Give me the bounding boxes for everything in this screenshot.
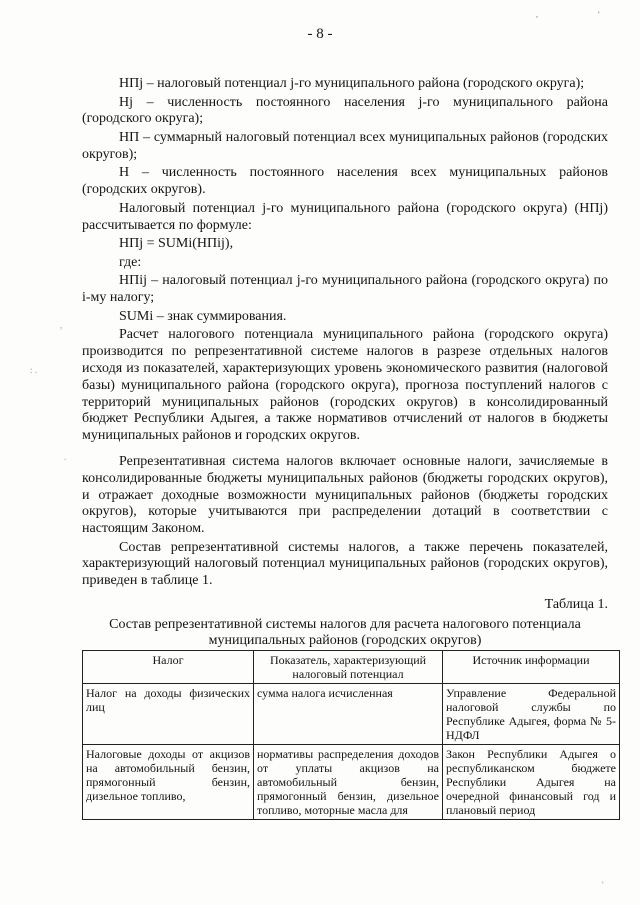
document-body (82, 76, 616, 820)
table-caption: Таблица 1. (544, 597, 608, 613)
scan-speck: . (64, 452, 67, 462)
scan-speck: , (60, 320, 63, 330)
paragraph: Состав репрезентативной системы налогов, а также перечень показателей, характеризующий налоговый потенциал муниципальных районов (городских округов), приведен в таблице 1. (82, 539, 608, 589)
scan-speck: ' (602, 880, 604, 890)
scan-mark: , (536, 10, 538, 19)
table-cell: Управление Федеральной налоговой службы по Республике Адыгея, форма № 5-НДФЛ (443, 683, 620, 744)
scan-speck: : . (30, 365, 38, 375)
paragraph: Н – численность постоянного населения всех муниципальных районов (городских округов). (82, 165, 608, 198)
table-cell: Закон Республики Адыгея о республиканском бюджете Республики Адыгея на очередной финансовый год и плановый период (443, 744, 620, 819)
column-header: Источник информации (443, 650, 620, 683)
table-cell: Налоговые доходы от акцизов на автомобильный бензин, прямогонный бензин, дизельное топливо, (83, 744, 254, 819)
column-header: Налог (83, 650, 254, 683)
paragraph: где: (119, 254, 142, 270)
table-cell: Налог на доходы физических лиц (83, 683, 254, 744)
table-title: Состав репрезентативной системы налогов для расчета налогового потенциала муниципальных районов (городских округов) (109, 616, 581, 648)
table-cell: нормативы распределения доходов от уплаты акцизов на автомобильный бензин, прямогонный бензин, дизельное топливо, моторные масла для (254, 744, 443, 819)
paragraph: Нj – численность постоянного населения j-го муниципального района (городского округа); (82, 94, 608, 127)
paragraph: SUMi – знак суммирования. (119, 308, 287, 324)
page-number: - 8 - (307, 26, 333, 42)
tax-table (82, 650, 620, 820)
table-row (83, 683, 620, 744)
table-header-row (83, 650, 620, 683)
formula: НПj = SUMi(НПij), (119, 236, 234, 252)
paragraph: Расчет налогового потенциала муниципального района (городского округа) производится по репрезентативной системе налогов в разрезе отдельных налогов исходя из показателей, характеризующих уровень экономического развития (налоговой базы) муниципального района (городского округа), прогноза поступлений налогов с территорий муниципальных районов (городских округов) в консолидированный бюджет Республики Адыгея, а также нормативов отчислений от налогов в бюджеты муниципальных районов и городских округов. (82, 327, 608, 444)
column-header: Показатель, характеризующий налоговый потенциал (254, 650, 443, 683)
table-row (83, 744, 620, 819)
paragraph: НПj – налоговый потенциал j-го муниципального района (городского округа); (119, 76, 585, 91)
paragraph: НПij – налоговый потенциал j-го муниципального района (городского округа) по i-му налогу; (82, 273, 608, 306)
paragraph: НП – суммарный налоговый потенциал всех муниципальных районов (городских округов); (82, 129, 608, 162)
paragraph: Репрезентативная система налогов включает основные налоги, зачисляемые в консолидированные бюджеты муниципальных районов (бюджеты городских округов), и отражает доходные возможности муниципальных районов (бюджеты городских округов), которые учитываются при распределении дотаций в соответствии с настоящим Законом. (82, 453, 608, 537)
paragraph: Налоговый потенциал j-го муниципального района (городского округа) (НПj) рассчитывается по формуле: (82, 200, 608, 233)
scan-mark: ' (598, 10, 600, 20)
table-cell: сумма налога исчисленная (254, 683, 443, 744)
